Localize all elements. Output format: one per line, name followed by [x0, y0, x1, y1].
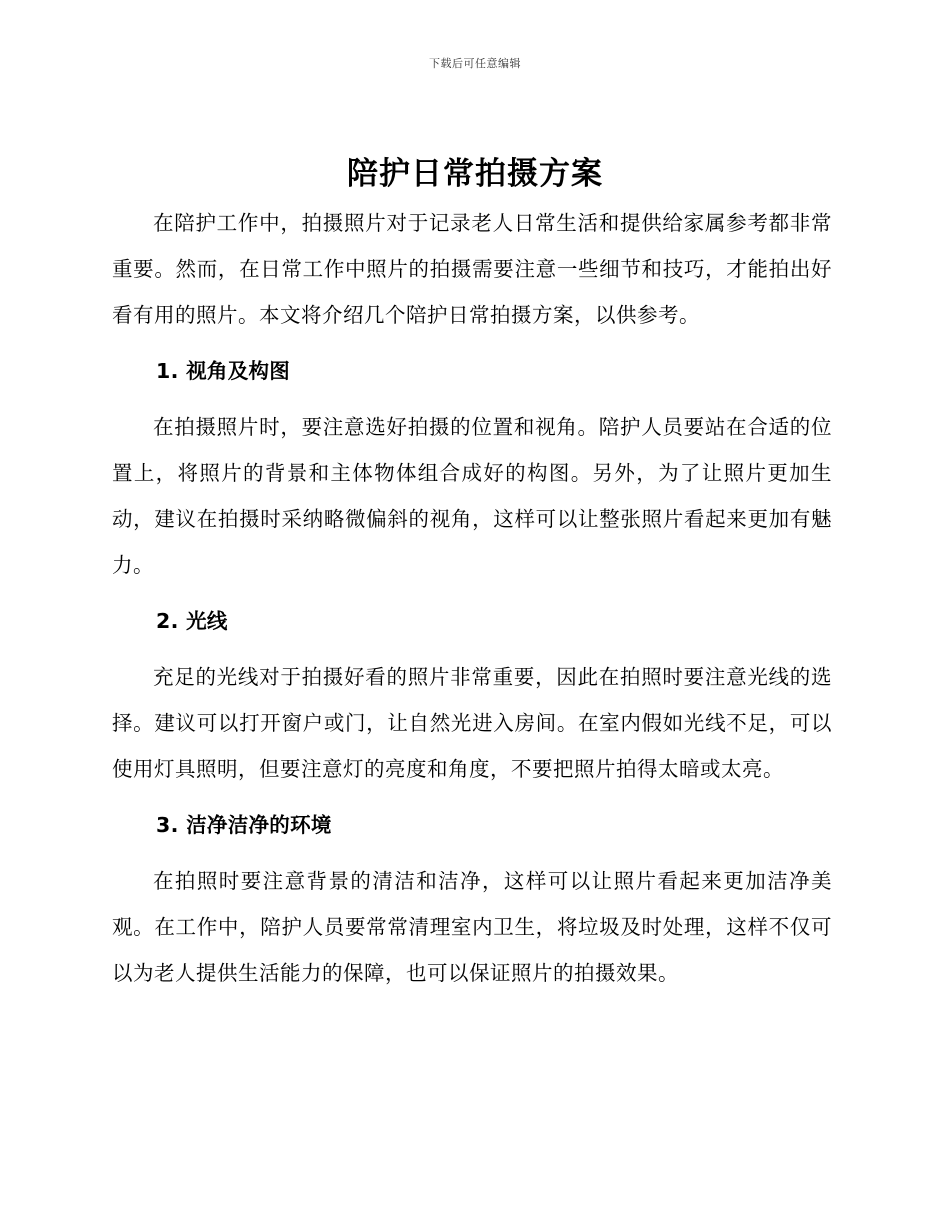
header-note: 下载后可任意编辑	[429, 57, 521, 70]
section-heading-viewpoint: 1. 视角及构图	[156, 359, 291, 383]
section-heading-lighting: 2. 光线	[156, 609, 228, 633]
document-title: 陪护日常拍摄方案	[347, 156, 603, 192]
section-body-viewpoint: 在拍摄照片时，要注意选好拍摄的位置和视角。陪护人员要站在合适的位置上，将照片的背景和主体物体组合成好的构图。另外，为了让照片更加生动，建议在拍摄时采纳略微偏斜的视角，这样可以让整张照片看起来更加有魅力。	[112, 415, 832, 577]
section-heading-environment: 3. 洁净洁净的环境	[156, 813, 332, 837]
section-body-lighting: 充足的光线对于拍摄好看的照片非常重要，因此在拍照时要注意光线的选择。建议可以打开窗户或门，让自然光进入房间。在室内假如光线不足，可以使用灯具照明，但要注意灯的亮度和角度，不要把照片拍得太暗或太亮。	[112, 665, 832, 781]
document-body	[112, 200, 832, 1006]
intro-paragraph: 在陪护工作中，拍摄照片对于记录老人日常生活和提供给家属参考都非常重要。然而，在日常工作中照片的拍摄需要注意一些细节和技巧，才能拍出好看有用的照片。本文将介绍几个陪护日常拍摄方案，以供参考。	[112, 211, 832, 327]
section-body-environment: 在拍照时要注意背景的清洁和洁净，这样可以让照片看起来更加洁净美观。在工作中，陪护人员要常常清理室内卫生，将垃圾及时处理，这样不仅可以为老人提供生活能力的保障，也可以保证照片的拍摄效果。	[112, 869, 832, 985]
